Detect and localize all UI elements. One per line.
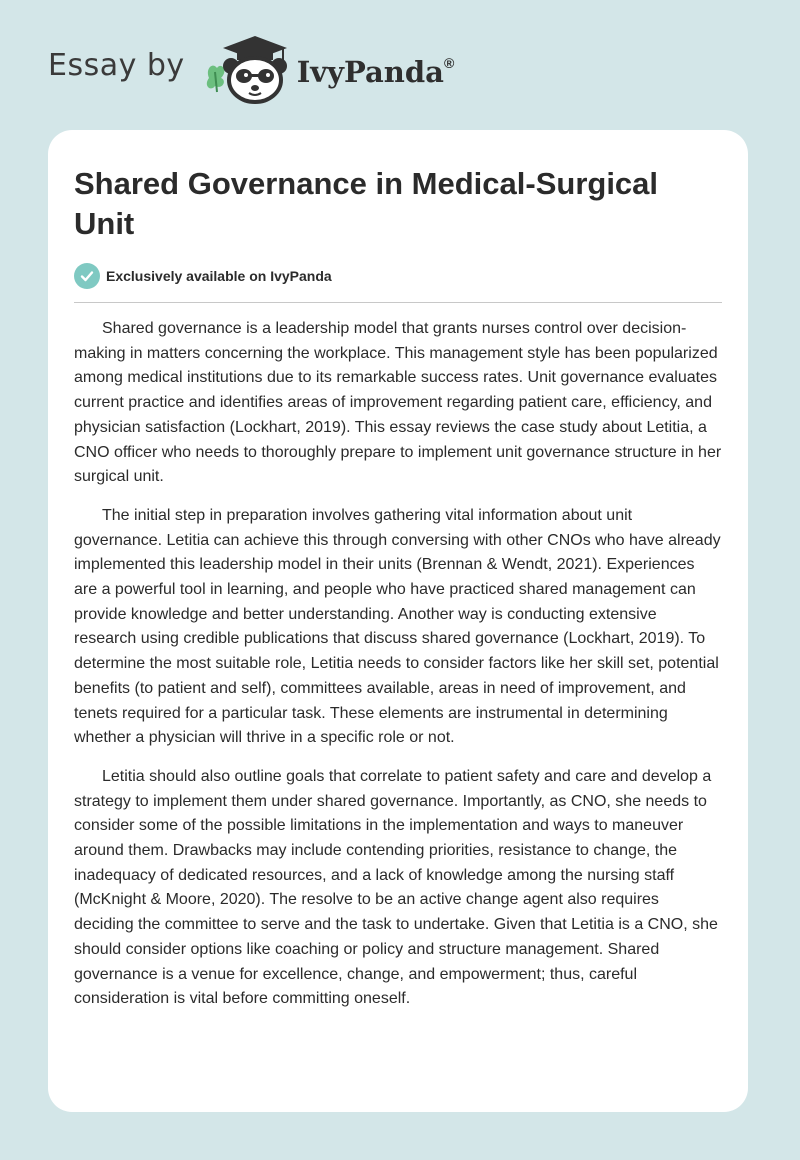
article-body	[74, 317, 722, 1012]
check-circle-icon	[74, 263, 100, 289]
paragraph: Letitia should also outline goals that correlate to patient safety and care and develop a strategy to implement them under shared governance. Importantly, as CNO, she needs to consider some of the possible limitations in the implementation and ways to maneuver around them. Drawbacks may include contending priorities, resistance to change, the inadequacy of dedicated resources, and a lack of knowledge among the nursing staff (McKnight & Moore, 2020). The resolve to be an active change agent also requires deciding the committee to serve and the task to undertake. Given that Letitia is a CNO, she should consider options like coaching or policy and structure management. Shared governance is a venue for excellence, change, and empowerment; thus, careful consideration is vital before committing oneself.	[74, 767, 718, 1008]
paragraph: Shared governance is a leadership model that grants nurses control over decision-making in matters concerning the workplace. This management style has been popularized among medical institutions due to its remarkable success rates. Unit governance evaluates current practice and identifies areas of improvement regarding patient care, efficiency, and physician satisfaction (Lockhart, 2019). This essay reviews the case study about Letitia, a CNO officer who needs to thoroughly prepare to implement unit governance structure in her surgical unit.	[74, 320, 722, 486]
page-title: Shared Governance in Medical-Surgical Unit	[74, 166, 659, 241]
panda-graduate-icon	[199, 34, 291, 106]
exclusive-badge	[74, 262, 722, 290]
article-card	[48, 130, 748, 1112]
exclusive-badge-label: Exclusively available on IvyPanda	[106, 268, 332, 284]
divider	[74, 302, 722, 303]
essay-by-label: Essay by	[48, 47, 185, 83]
brand-logo-text: IvyPanda®	[296, 55, 455, 89]
site-header	[48, 34, 508, 106]
paragraph: The initial step in preparation involves gathering vital information about unit governance. Letitia can achieve this through conversing with other CNOs who have already implemented this leadership model in their units (Brennan & Wendt, 2021). Experiences are a powerful tool in learning, and people who have practiced shared management can provide knowledge and better understanding. Another way is conducting extensive research using credible publications that discuss shared governance (Lockhart, 2019). To determine the most suitable role, Letitia needs to consider factors like her skill set, potential benefits (to patient and self), committees available, areas in need of improvement, and tenets required for a particular task. These elements are instrumental in determining whether a physician will thrive in a specific role or not.	[74, 506, 721, 747]
